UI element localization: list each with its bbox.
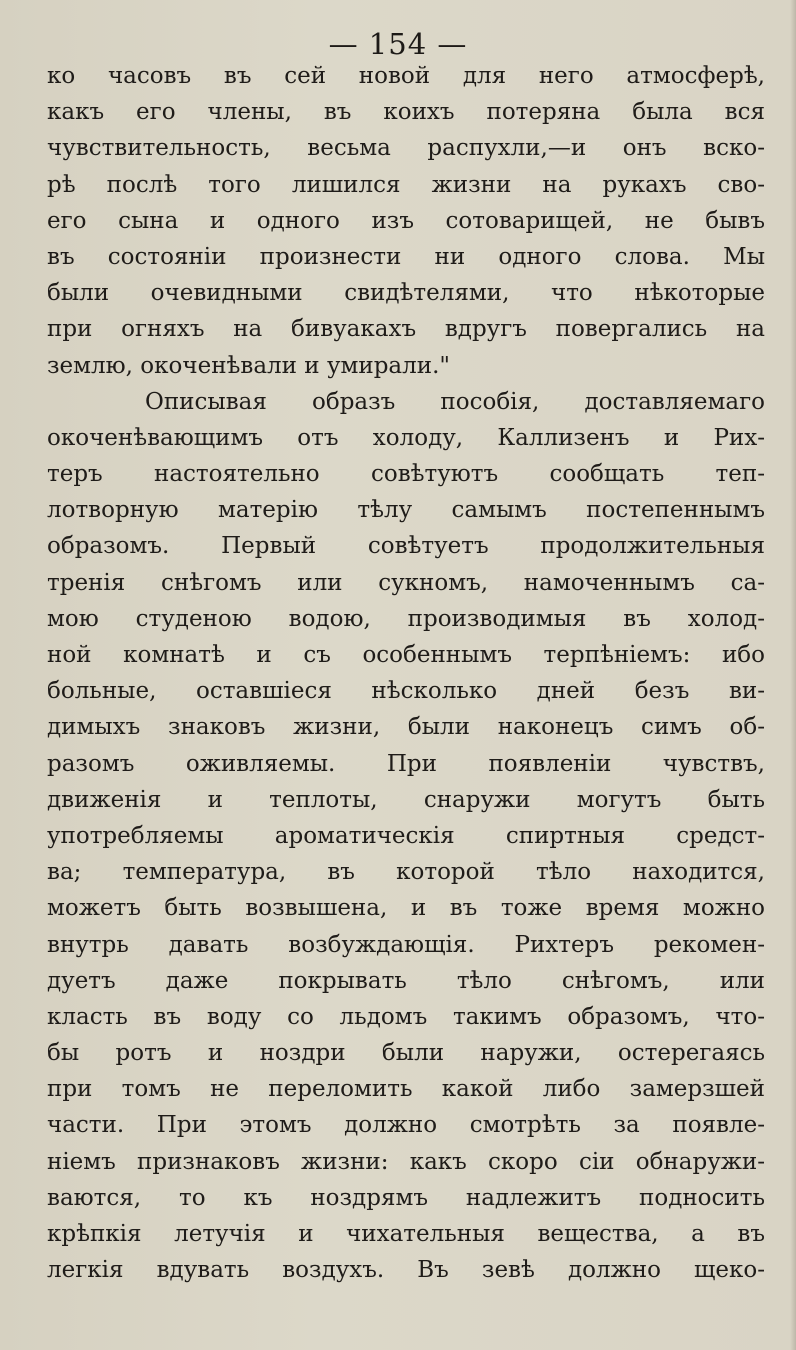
page-number: — 154 — [328, 27, 468, 61]
text-line: движенiя и теплоты, снаружи могутъ быть [47, 786, 765, 813]
text-line: ва; температура, въ которой тѣло находится, [47, 859, 765, 886]
text-line: ко часовъ въ сей новой для него атмосферѣ, [47, 63, 765, 89]
text-line: мою студеною водою, производимыя въ холод- [47, 605, 765, 632]
text-line: дуетъ даже покрывать тѣло снѣгомъ, или [47, 967, 765, 994]
text-line: при огняхъ на бивуакахъ вдругъ повергались на [47, 316, 765, 343]
paragraph-start-line: Описывая образъ пособiя, доставляемаго [145, 388, 765, 415]
text-line: можетъ быть возвышена, и въ тоже время можно [47, 895, 765, 922]
text-line: окоченѣвающимъ отъ холоду, Каллизенъ и Рих- [47, 424, 765, 451]
text-line: части. При этомъ должно смотрѣть за появле- [47, 1112, 765, 1139]
text-line: бы ротъ и ноздри были наружи, остерегаясь [47, 1040, 765, 1067]
text-line: лотворную матерiю тѣлу самымъ постепеннымъ [47, 497, 765, 524]
text-line: употребляемы ароматическiя спиртныя средст- [47, 822, 765, 849]
text-line: легкiя вдувать воздухъ. Въ зевѣ должно щеко- [47, 1257, 765, 1284]
text-line: больные, оставшiеся нѣсколько дней безъ ви- [47, 678, 765, 705]
text-line: димыхъ знаковъ жизни, были наконецъ симъ об- [47, 714, 765, 741]
text-line: класть въ воду со льдомъ такимъ образомъ, что- [47, 1003, 765, 1030]
text-line: въ состоянiи произнести ни одного слова. Мы [47, 243, 765, 270]
text-line: ной комнатѣ и съ особеннымъ терпѣнiемъ: ибо [47, 642, 765, 668]
text-line: землю, окоченѣвали и умирали." [47, 352, 450, 379]
text-line: крѣпкiя летучiя и чихательныя вещества, а въ [47, 1221, 765, 1247]
text-line: при томъ не переломить какой либо замерзшей [47, 1076, 765, 1103]
text-line: были очевидными свидѣтелями, что нѣкоторые [47, 280, 765, 307]
text-line: образомъ. Первый совѣтуетъ продолжительныя [47, 533, 765, 560]
text-line: разомъ оживляемы. При появленiи чувствъ, [47, 750, 765, 777]
text-line: теръ настоятельно совѣтуютъ сообщать теп- [47, 461, 765, 488]
text-line: какъ его члены, въ коихъ потеряна была вся [47, 99, 765, 126]
text-line: рѣ послѣ того лишился жизни на рукахъ сво- [47, 171, 765, 198]
body-text [47, 58, 765, 1288]
text-line: ваются, то къ ноздрямъ надлежитъ подносить [47, 1184, 765, 1211]
text-line: чувствительность, весьма распухли,—и онъ вско- [47, 135, 765, 162]
text-line: его сына и одного изъ сотоварищей, не бывъ [47, 207, 765, 234]
text-line: тренiя снѣгомъ или сукномъ, намоченнымъ са- [47, 569, 765, 596]
text-line: нiемъ признаковъ жизни: какъ скоро сiи обнаружи- [47, 1148, 765, 1175]
text-line: внутрь давать возбуждающiя. Рихтеръ рекомен- [47, 931, 765, 958]
